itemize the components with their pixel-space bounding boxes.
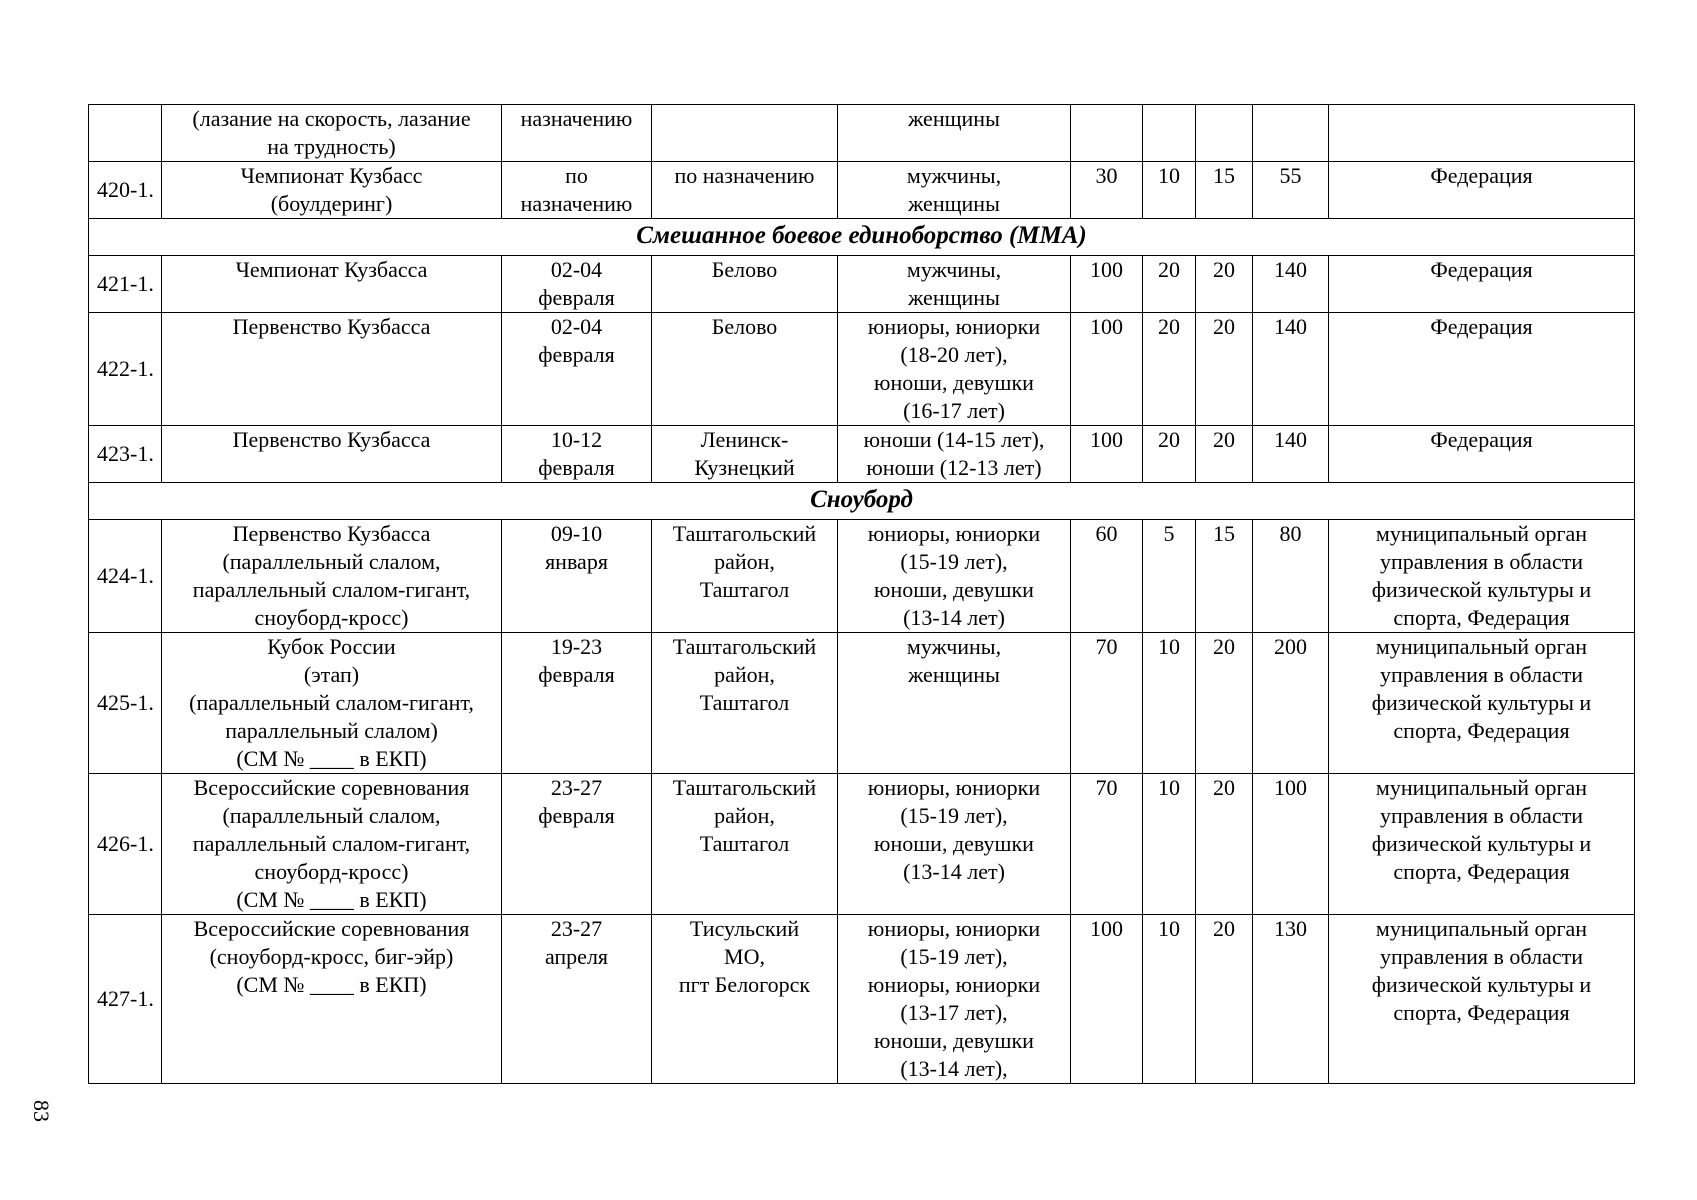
event-number-cell: 424-1. <box>89 520 162 633</box>
table-row <box>89 633 1635 774</box>
event-dates-cell: 23-27 февраля <box>502 774 652 915</box>
event-place-cell <box>652 105 838 162</box>
event-number-cell: 425-1. <box>89 633 162 774</box>
organizer-cell: Федерация <box>1329 162 1635 219</box>
table-row <box>89 520 1635 633</box>
event-dates-cell: 02-04 февраля <box>502 313 652 426</box>
count-2-cell: 10 <box>1143 774 1196 915</box>
count-2-cell: 10 <box>1143 633 1196 774</box>
count-3-cell: 15 <box>1196 520 1253 633</box>
organizer-cell: Федерация <box>1329 426 1635 483</box>
organizer-cell: муниципальный орган управления в области физической культуры и спорта, Федерация <box>1329 774 1635 915</box>
count-total-cell <box>1253 105 1329 162</box>
event-dates-cell: назначению <box>502 105 652 162</box>
count-3-cell: 20 <box>1196 633 1253 774</box>
count-1-cell: 100 <box>1071 256 1143 313</box>
organizer-cell: муниципальный орган управления в области физической культуры и спорта, Федерация <box>1329 633 1635 774</box>
organizer-cell: Федерация <box>1329 313 1635 426</box>
event-place-cell: Таштагольский район, Таштагол <box>652 633 838 774</box>
count-total-cell: 140 <box>1253 256 1329 313</box>
organizer-cell <box>1329 105 1635 162</box>
count-total-cell: 140 <box>1253 313 1329 426</box>
participants-cell: юноши (14-15 лет), юноши (12-13 лет) <box>838 426 1071 483</box>
event-number-cell: 423-1. <box>89 426 162 483</box>
event-name-cell: Первенство Кузбасса <box>162 426 502 483</box>
table-row <box>89 256 1635 313</box>
count-1-cell: 100 <box>1071 313 1143 426</box>
count-2-cell: 20 <box>1143 426 1196 483</box>
page-number: 83 <box>29 1100 54 1122</box>
event-name-cell: Чемпионат Кузбасс (боулдеринг) <box>162 162 502 219</box>
document-page <box>88 104 1634 1084</box>
count-1-cell: 30 <box>1071 162 1143 219</box>
event-place-cell: по назначению <box>652 162 838 219</box>
event-number-cell: 427-1. <box>89 915 162 1084</box>
event-name-cell: Всероссийские соревнования (параллельный слалом, параллельный слалом-гигант, сноуборд-кросс) (СМ № ____ в ЕКП) <box>162 774 502 915</box>
count-total-cell: 100 <box>1253 774 1329 915</box>
participants-cell: юниоры, юниорки (15-19 лет), юноши, девушки (13-14 лет) <box>838 520 1071 633</box>
count-total-cell: 55 <box>1253 162 1329 219</box>
table-row <box>89 313 1635 426</box>
count-1-cell <box>1071 105 1143 162</box>
events-table <box>88 104 1635 1084</box>
event-place-cell: Таштагольский район, Таштагол <box>652 774 838 915</box>
count-total-cell: 130 <box>1253 915 1329 1084</box>
section-row <box>89 483 1635 520</box>
event-name-cell: Всероссийские соревнования (сноуборд-кросс, биг-эйр) (СМ № ____ в ЕКП) <box>162 915 502 1084</box>
count-3-cell <box>1196 105 1253 162</box>
count-2-cell: 20 <box>1143 313 1196 426</box>
organizer-cell: муниципальный орган управления в области физической культуры и спорта, Федерация <box>1329 520 1635 633</box>
event-number-cell <box>89 105 162 162</box>
count-3-cell: 15 <box>1196 162 1253 219</box>
count-total-cell: 140 <box>1253 426 1329 483</box>
event-dates-cell: по назначению <box>502 162 652 219</box>
count-2-cell: 10 <box>1143 162 1196 219</box>
section-title: Сноуборд <box>89 483 1635 520</box>
event-number-cell: 420-1. <box>89 162 162 219</box>
event-name-cell: Первенство Кузбасса <box>162 313 502 426</box>
table-row <box>89 426 1635 483</box>
table-row <box>89 774 1635 915</box>
count-2-cell <box>1143 105 1196 162</box>
event-dates-cell: 23-27 апреля <box>502 915 652 1084</box>
event-number-cell: 421-1. <box>89 256 162 313</box>
participants-cell: мужчины, женщины <box>838 256 1071 313</box>
count-1-cell: 100 <box>1071 915 1143 1084</box>
event-number-cell: 426-1. <box>89 774 162 915</box>
section-title: Смешанное боевое единоборство (ММА) <box>89 219 1635 256</box>
event-dates-cell: 19-23 февраля <box>502 633 652 774</box>
event-name-cell: Чемпионат Кузбасса <box>162 256 502 313</box>
table-row <box>89 162 1635 219</box>
section-row <box>89 219 1635 256</box>
count-2-cell: 20 <box>1143 256 1196 313</box>
count-3-cell: 20 <box>1196 915 1253 1084</box>
count-3-cell: 20 <box>1196 313 1253 426</box>
count-3-cell: 20 <box>1196 426 1253 483</box>
count-2-cell: 5 <box>1143 520 1196 633</box>
participants-cell: женщины <box>838 105 1071 162</box>
table-row <box>89 105 1635 162</box>
count-1-cell: 60 <box>1071 520 1143 633</box>
participants-cell: юниоры, юниорки (15-19 лет), юноши, девушки (13-14 лет) <box>838 774 1071 915</box>
event-name-cell: Кубок России (этап) (параллельный слалом-гигант, параллельный слалом) (СМ № ____ в ЕКП) <box>162 633 502 774</box>
count-total-cell: 80 <box>1253 520 1329 633</box>
event-dates-cell: 09-10 января <box>502 520 652 633</box>
event-name-cell: (лазание на скорость, лазание на трудность) <box>162 105 502 162</box>
table-row <box>89 915 1635 1084</box>
event-place-cell: Тисульский МО, пгт Белогорск <box>652 915 838 1084</box>
event-number-cell: 422-1. <box>89 313 162 426</box>
count-total-cell: 200 <box>1253 633 1329 774</box>
event-place-cell: Белово <box>652 313 838 426</box>
count-3-cell: 20 <box>1196 774 1253 915</box>
event-place-cell: Таштагольский район, Таштагол <box>652 520 838 633</box>
count-2-cell: 10 <box>1143 915 1196 1084</box>
event-dates-cell: 10-12 февраля <box>502 426 652 483</box>
count-3-cell: 20 <box>1196 256 1253 313</box>
organizer-cell: муниципальный орган управления в области физической культуры и спорта, Федерация <box>1329 915 1635 1084</box>
event-name-cell: Первенство Кузбасса (параллельный слалом, параллельный слалом-гигант, сноуборд-кросс) <box>162 520 502 633</box>
count-1-cell: 70 <box>1071 633 1143 774</box>
participants-cell: юниоры, юниорки (18-20 лет), юноши, девушки (16-17 лет) <box>838 313 1071 426</box>
count-1-cell: 70 <box>1071 774 1143 915</box>
event-place-cell: Ленинск- Кузнецкий <box>652 426 838 483</box>
participants-cell: юниоры, юниорки (15-19 лет), юниоры, юниорки (13-17 лет), юноши, девушки (13-14 лет), <box>838 915 1071 1084</box>
count-1-cell: 100 <box>1071 426 1143 483</box>
organizer-cell: Федерация <box>1329 256 1635 313</box>
participants-cell: мужчины, женщины <box>838 162 1071 219</box>
event-place-cell: Белово <box>652 256 838 313</box>
participants-cell: мужчины, женщины <box>838 633 1071 774</box>
event-dates-cell: 02-04 февраля <box>502 256 652 313</box>
